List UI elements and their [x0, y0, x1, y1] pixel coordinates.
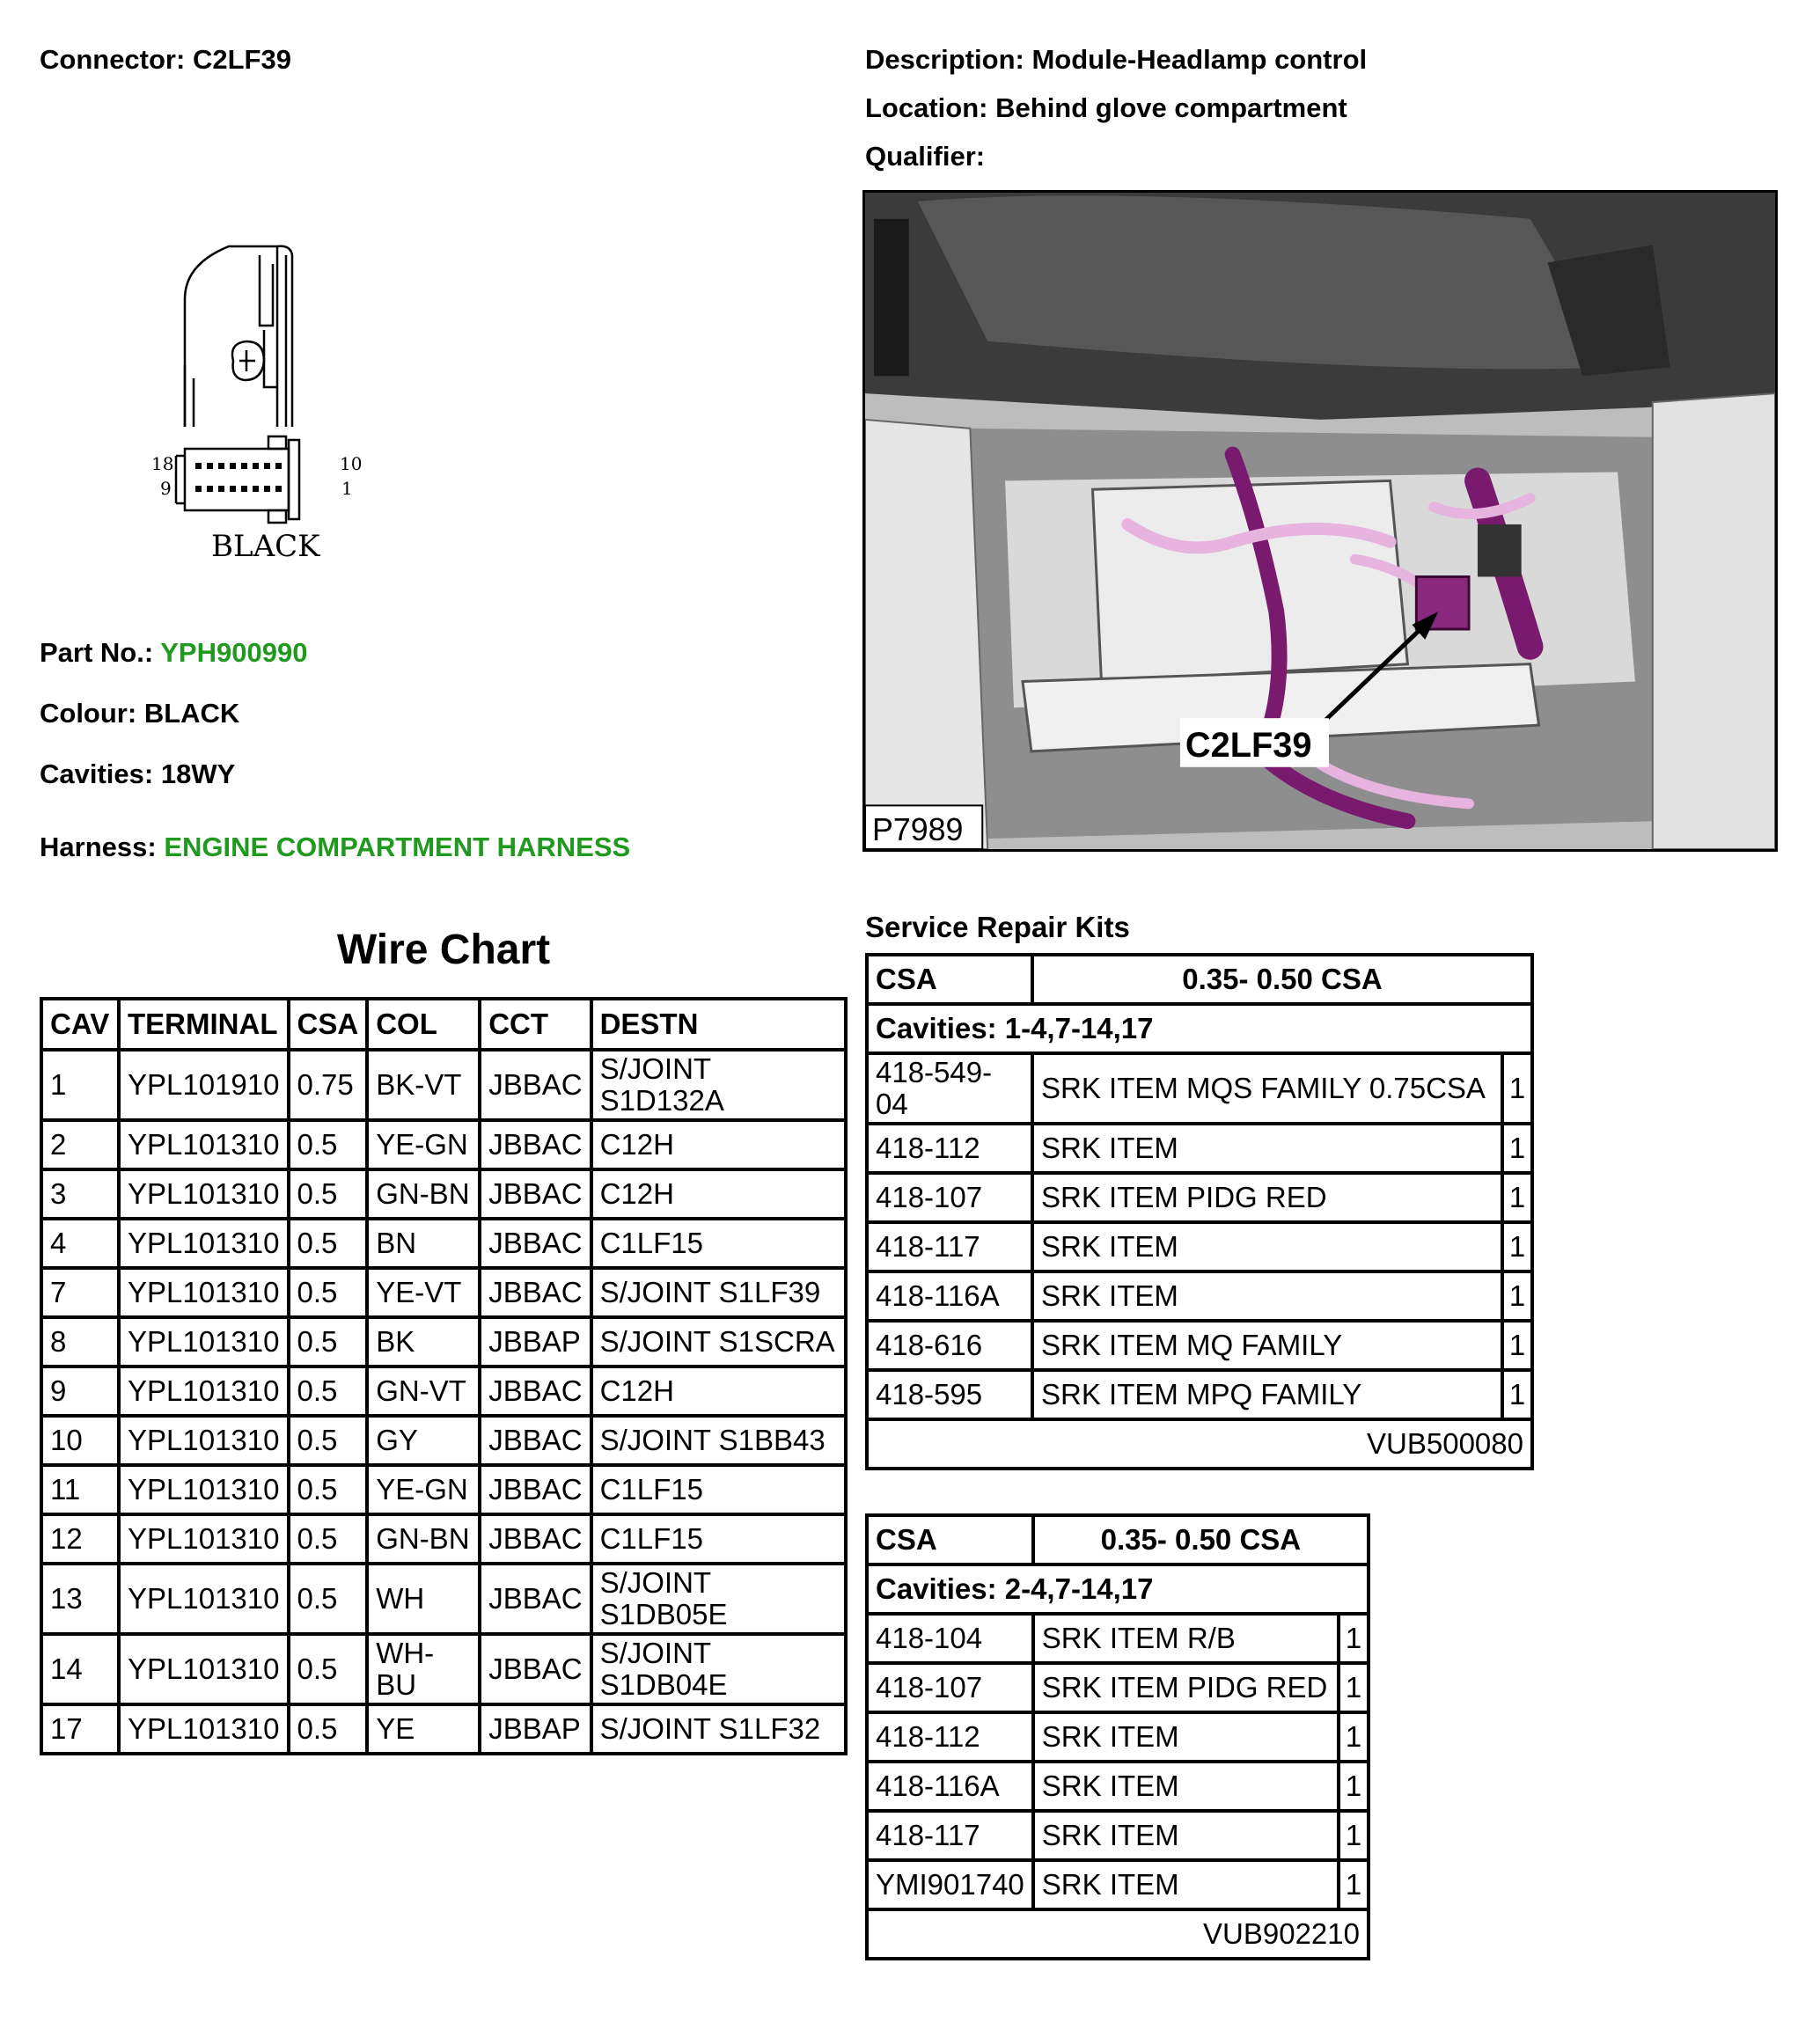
cell-destn: C1LF15 — [591, 1465, 846, 1514]
cell-csa: 0.5 — [289, 1120, 368, 1169]
kit-reference-row — [867, 1909, 1369, 1959]
cell-terminal: YPL101310 — [119, 1317, 289, 1367]
list-item — [867, 1712, 1369, 1762]
cell-terminal: YPL101310 — [119, 1268, 289, 1317]
list-item — [867, 1762, 1369, 1811]
pin-10-label: 10 — [340, 453, 363, 474]
location-heading — [865, 92, 1347, 124]
cell-cct: JBBAC — [480, 1465, 591, 1514]
cell-csa: 0.5 — [289, 1317, 368, 1367]
connector-heading — [40, 44, 291, 76]
list-item — [867, 1811, 1369, 1860]
kit-cavities-row — [867, 1564, 1369, 1614]
cell-csa: 0.5 — [289, 1416, 368, 1465]
kit-part-number: 418-116A — [867, 1271, 1032, 1321]
table-row — [41, 1120, 846, 1169]
table-row — [41, 1219, 846, 1268]
connector-colour-label: BLACK — [211, 529, 320, 564]
kit-item-quantity: 1 — [1339, 1712, 1369, 1762]
cell-cav: 12 — [41, 1514, 119, 1564]
cell-cav: 13 — [41, 1564, 119, 1634]
description-value: Module-Headlamp control — [1031, 44, 1368, 75]
cell-destn: S/JOINT S1SCRA — [591, 1317, 846, 1367]
pin-1-label: 1 — [341, 478, 353, 499]
cell-col: WH-BU — [367, 1634, 480, 1704]
kit-part-number: 418-104 — [867, 1614, 1033, 1663]
kit-item-quantity: 1 — [1502, 1173, 1532, 1222]
cell-col: YE-VT — [367, 1268, 480, 1317]
list-item — [867, 1321, 1532, 1370]
kit-reference: VUB500080 — [867, 1419, 1532, 1469]
cell-cct: JBBAC — [480, 1169, 591, 1219]
cell-destn: S/JOINT S1BB43 — [591, 1416, 846, 1465]
cell-cct: JBBAC — [480, 1367, 591, 1416]
repair-kit-table-2 — [865, 1513, 1370, 1960]
kit-part-number: 418-616 — [867, 1321, 1032, 1370]
location-label: Location: — [865, 92, 988, 123]
cell-csa: 0.5 — [289, 1219, 368, 1268]
cell-terminal: YPL101310 — [119, 1465, 289, 1514]
cell-col: YE — [367, 1704, 480, 1754]
table-row — [41, 1169, 846, 1219]
kit-item-quantity: 1 — [1502, 1053, 1532, 1124]
cell-csa: 0.5 — [289, 1514, 368, 1564]
cell-cct: JBBAP — [480, 1704, 591, 1754]
table-row — [41, 1465, 846, 1514]
kit-part-number: 418-112 — [867, 1124, 1032, 1173]
list-item — [867, 1370, 1532, 1419]
part-no-line — [40, 637, 307, 669]
table-row — [41, 1704, 846, 1754]
wire-chart-header-row — [41, 999, 846, 1050]
kit-csa-label: CSA — [867, 955, 1032, 1004]
description-label: Description: — [865, 44, 1024, 75]
kit-item-quantity: 1 — [1339, 1811, 1369, 1860]
connector-diagram — [132, 229, 387, 572]
cell-cct: JBBAC — [480, 1268, 591, 1317]
cell-destn: C12H — [591, 1169, 846, 1219]
kit-part-number: 418-112 — [867, 1712, 1033, 1762]
cell-cav: 10 — [41, 1416, 119, 1465]
cell-csa: 0.5 — [289, 1367, 368, 1416]
colour-line — [40, 698, 239, 729]
cell-cav: 8 — [41, 1317, 119, 1367]
cell-csa: 0.5 — [289, 1465, 368, 1514]
cell-destn: C12H — [591, 1367, 846, 1416]
cavities-line — [40, 758, 235, 790]
table-row — [41, 1268, 846, 1317]
service-repair-kits-title: Service Repair Kits — [865, 911, 1130, 943]
cavities-label: Cavities: — [40, 758, 154, 789]
kit-item-quantity: 1 — [1502, 1321, 1532, 1370]
kit-part-number: YMI901740 — [867, 1860, 1033, 1909]
cell-cav: 4 — [41, 1219, 119, 1268]
kit-item-description: SRK ITEM MQS FAMILY 0.75CSA — [1032, 1053, 1502, 1124]
cell-csa: 0.5 — [289, 1564, 368, 1634]
col-col: COL — [367, 999, 480, 1050]
cell-destn: C12H — [591, 1120, 846, 1169]
list-item — [867, 1124, 1532, 1173]
cell-terminal: YPL101310 — [119, 1169, 289, 1219]
cell-csa: 0.5 — [289, 1169, 368, 1219]
list-item — [867, 1053, 1532, 1124]
kit-cavities-row — [867, 1004, 1532, 1053]
cell-terminal: YPL101910 — [119, 1050, 289, 1120]
cell-terminal: YPL101310 — [119, 1564, 289, 1634]
kit-item-quantity: 1 — [1502, 1124, 1532, 1173]
cell-destn: S/JOINT S1DB04E — [591, 1634, 846, 1704]
cell-cav: 1 — [41, 1050, 119, 1120]
cell-destn: S/JOINT S1DB05E — [591, 1564, 846, 1634]
list-item — [867, 1222, 1532, 1271]
cell-cct: JBBAC — [480, 1416, 591, 1465]
col-cav: CAV — [41, 999, 119, 1050]
kit-item-quantity: 1 — [1339, 1663, 1369, 1712]
colour-label: Colour: — [40, 698, 137, 729]
cell-csa: 0.5 — [289, 1634, 368, 1704]
list-item — [867, 1860, 1369, 1909]
kit-item-description: SRK ITEM — [1032, 1124, 1502, 1173]
list-item — [867, 1614, 1369, 1663]
pin-18-label: 18 — [151, 453, 174, 474]
cell-cav: 2 — [41, 1120, 119, 1169]
kit-csa-row — [867, 955, 1532, 1004]
kit-item-quantity: 1 — [1502, 1271, 1532, 1321]
cell-cav: 3 — [41, 1169, 119, 1219]
kit-cavities: Cavities: 1-4,7-14,17 — [867, 1004, 1532, 1053]
col-terminal: TERMINAL — [119, 999, 289, 1050]
table-row — [41, 1317, 846, 1367]
cell-col: GN-VT — [367, 1367, 480, 1416]
kit-part-number: 418-107 — [867, 1173, 1032, 1222]
cell-col: YE-GN — [367, 1120, 480, 1169]
cell-cct: JBBAC — [480, 1120, 591, 1169]
col-destn: DESTN — [591, 999, 846, 1050]
kit-item-quantity: 1 — [1502, 1370, 1532, 1419]
pin-9-label: 9 — [160, 478, 172, 499]
kit-csa-range: 0.35- 0.50 CSA — [1032, 955, 1532, 1004]
cell-cav: 11 — [41, 1465, 119, 1514]
kit-reference-row — [867, 1419, 1532, 1469]
table-row — [41, 1416, 846, 1465]
cell-cav: 14 — [41, 1634, 119, 1704]
cell-cav: 7 — [41, 1268, 119, 1317]
harness-value: ENGINE COMPARTMENT HARNESS — [164, 832, 631, 862]
cell-col: WH — [367, 1564, 480, 1634]
kit-item-quantity: 1 — [1502, 1222, 1532, 1271]
colour-value: BLACK — [143, 698, 240, 729]
connector-drawing — [132, 229, 387, 572]
cell-col: BN — [367, 1219, 480, 1268]
cell-destn: C1LF15 — [591, 1514, 846, 1564]
kit-item-description: SRK ITEM — [1032, 1222, 1502, 1271]
list-item — [867, 1173, 1532, 1222]
table-row — [41, 1564, 846, 1634]
kit-csa-label: CSA — [867, 1515, 1033, 1564]
kit-item-description: SRK ITEM MQ FAMILY — [1032, 1321, 1502, 1370]
location-value: Behind glove compartment — [995, 92, 1347, 123]
kit-part-number: 418-107 — [867, 1663, 1033, 1712]
cell-terminal: YPL101310 — [119, 1704, 289, 1754]
kit-item-description: SRK ITEM PIDG RED — [1032, 1173, 1502, 1222]
cell-terminal: YPL101310 — [119, 1634, 289, 1704]
cell-terminal: YPL101310 — [119, 1367, 289, 1416]
wire-chart-title: Wire Chart — [336, 927, 551, 973]
harness-label: Harness: — [40, 832, 157, 862]
cell-cct: JBBAC — [480, 1050, 591, 1120]
photo-callout-label: C2LF39 — [1185, 725, 1312, 765]
cell-col: BK-VT — [367, 1050, 480, 1120]
qualifier-heading — [865, 141, 985, 172]
harness-line — [40, 832, 630, 863]
cell-destn: S/JOINT S1LF32 — [591, 1704, 846, 1754]
table-row — [41, 1514, 846, 1564]
kit-item-quantity: 1 — [1339, 1614, 1369, 1663]
kit-part-number: 418-116A — [867, 1762, 1033, 1811]
col-cct: CCT — [480, 999, 591, 1050]
list-item — [867, 1663, 1369, 1712]
connector-value: C2LF39 — [192, 44, 291, 75]
cell-col: BK — [367, 1317, 480, 1367]
table-row — [41, 1367, 846, 1416]
cell-terminal: YPL101310 — [119, 1120, 289, 1169]
kit-item-quantity: 1 — [1339, 1762, 1369, 1811]
kit-item-description: SRK ITEM — [1033, 1712, 1339, 1762]
part-no-value: YPH900990 — [160, 637, 308, 668]
part-no-label: Part No.: — [40, 637, 154, 668]
cell-cct: JBBAC — [480, 1514, 591, 1564]
kit-item-description: SRK ITEM — [1033, 1860, 1339, 1909]
wire-chart-table — [40, 997, 848, 1755]
kit-item-description: SRK ITEM — [1033, 1811, 1339, 1860]
table-row — [41, 1634, 846, 1704]
cell-col: GN-BN — [367, 1169, 480, 1219]
cell-cct: JBBAP — [480, 1317, 591, 1367]
cell-cct: JBBAC — [480, 1564, 591, 1634]
connector-label: Connector: — [40, 44, 186, 75]
description-heading — [865, 44, 1367, 76]
cell-destn: S/JOINT S1LF39 — [591, 1268, 846, 1317]
kit-item-quantity: 1 — [1339, 1860, 1369, 1909]
cell-terminal: YPL101310 — [119, 1219, 289, 1268]
kit-part-number: 418-117 — [867, 1222, 1032, 1271]
kit-item-description: SRK ITEM R/B — [1033, 1614, 1339, 1663]
kit-reference: VUB902210 — [867, 1909, 1369, 1959]
cell-terminal: YPL101310 — [119, 1416, 289, 1465]
cell-col: GY — [367, 1416, 480, 1465]
cell-csa: 0.5 — [289, 1268, 368, 1317]
kit-part-number: 418-595 — [867, 1370, 1032, 1419]
location-photo — [862, 190, 1778, 852]
kit-item-description: SRK ITEM — [1032, 1271, 1502, 1321]
kit-item-description: SRK ITEM — [1033, 1762, 1339, 1811]
cavities-value: 18WY — [160, 758, 236, 789]
kit-part-number: 418-117 — [867, 1811, 1033, 1860]
repair-kit-table-1 — [865, 953, 1534, 1470]
cell-col: YE-GN — [367, 1465, 480, 1514]
kit-cavities: Cavities: 2-4,7-14,17 — [867, 1564, 1369, 1614]
cell-terminal: YPL101310 — [119, 1514, 289, 1564]
cell-cav: 9 — [41, 1367, 119, 1416]
cell-col: GN-BN — [367, 1514, 480, 1564]
list-item — [867, 1271, 1532, 1321]
cell-destn: S/JOINT S1D132A — [591, 1050, 846, 1120]
kit-item-description: SRK ITEM MPQ FAMILY — [1032, 1370, 1502, 1419]
cell-cct: JBBAC — [480, 1634, 591, 1704]
col-csa: CSA — [289, 999, 368, 1050]
photo-figure-code: P7989 — [871, 812, 964, 848]
kit-item-description: SRK ITEM PIDG RED — [1033, 1663, 1339, 1712]
cell-csa: 0.5 — [289, 1704, 368, 1754]
qualifier-label: Qualifier: — [865, 141, 986, 172]
kit-csa-range: 0.35- 0.50 CSA — [1033, 1515, 1369, 1564]
table-row — [41, 1050, 846, 1120]
dashboard-illustration — [865, 193, 1775, 849]
cell-csa: 0.75 — [289, 1050, 368, 1120]
cell-cav: 17 — [41, 1704, 119, 1754]
kit-csa-row — [867, 1515, 1369, 1564]
cell-destn: C1LF15 — [591, 1219, 846, 1268]
kit-part-number: 418-549-04 — [867, 1053, 1032, 1124]
cell-cct: JBBAC — [480, 1219, 591, 1268]
